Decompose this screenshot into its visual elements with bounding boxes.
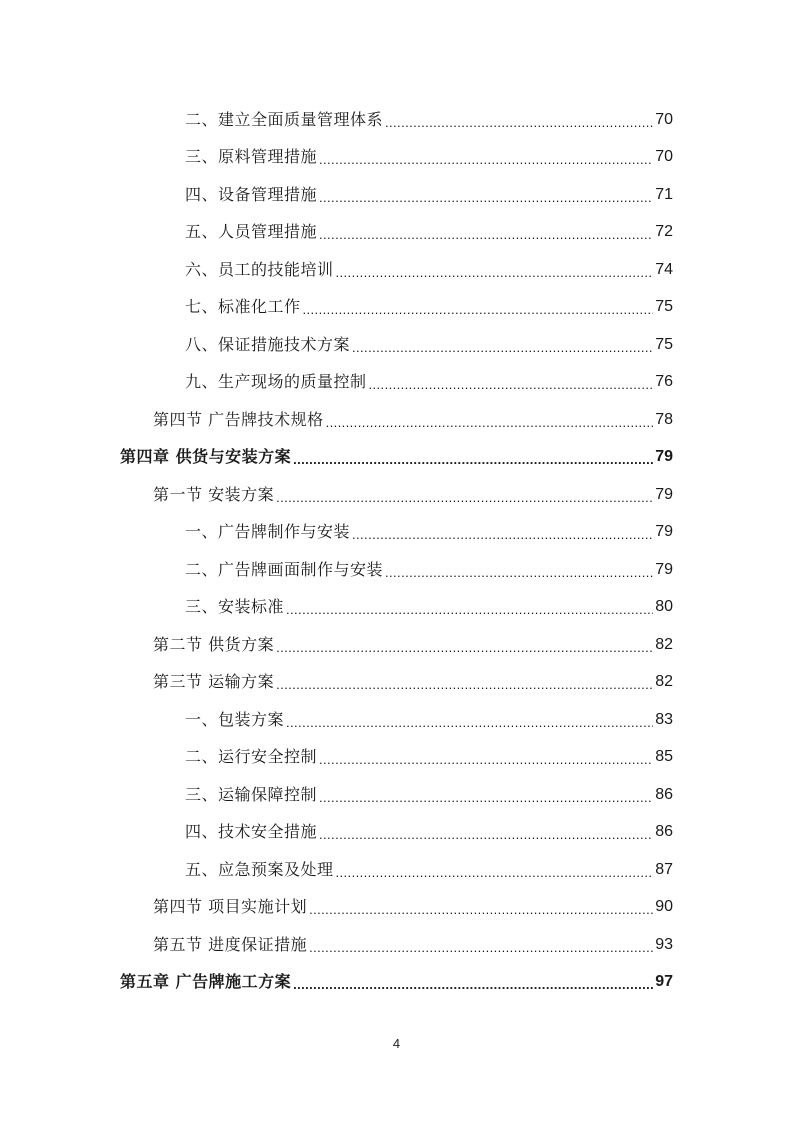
toc-entry-page: 82: [655, 635, 673, 653]
toc-entry[interactable]: [185, 851, 673, 888]
toc-entry-title: 三、安装标准: [185, 597, 285, 616]
toc-entry-page: 79: [655, 485, 673, 503]
toc-entry-page: 85: [655, 748, 673, 765]
toc-entry[interactable]: [185, 776, 673, 813]
toc-entry-page: 87: [655, 860, 673, 878]
toc-entry-title: 四、技术安全措施: [185, 822, 318, 841]
dot-leader: [303, 303, 654, 317]
toc-entry-page: 90: [655, 898, 673, 915]
dot-leader: [293, 453, 653, 467]
toc-entry-title: 二、建立全面质量管理体系: [185, 109, 384, 129]
toc-entry-page: 79: [655, 523, 673, 540]
toc-entry-title: 第四节 广告牌技术规格: [153, 409, 324, 429]
toc-entry-title: 第五章 广告牌施工方案: [120, 972, 292, 991]
toc-entry-title: 七、标准化工作: [185, 297, 301, 316]
toc-entry-page: 79: [655, 560, 673, 578]
toc-entry-title: 第二节 供货方案: [153, 634, 275, 654]
dot-leader: [309, 941, 653, 955]
dot-leader: [352, 341, 653, 355]
toc-entry-title: 六、员工的技能培训: [185, 259, 334, 279]
toc-entry-page: 70: [655, 148, 673, 165]
toc-entry-section[interactable]: [153, 664, 673, 701]
dot-leader: [286, 603, 653, 617]
toc-entry-title: 一、广告牌制作与安装: [185, 522, 351, 541]
toc-entry[interactable]: [185, 176, 673, 213]
toc-entry[interactable]: [185, 589, 673, 626]
toc-entry-page: 79: [655, 448, 673, 465]
page-number: 4: [392, 1036, 401, 1051]
toc-entry[interactable]: [185, 364, 673, 401]
toc-entry-page: 76: [655, 373, 673, 390]
toc-entry-page: 71: [655, 185, 673, 203]
toc-entry-page: 72: [655, 223, 673, 240]
dot-leader: [319, 153, 653, 167]
toc-entry-chapter[interactable]: [120, 964, 673, 1001]
toc-entry-title: 三、原料管理措施: [185, 147, 318, 166]
toc-entry-section[interactable]: [153, 926, 673, 963]
toc-entry-title: 五、应急预案及处理: [185, 859, 334, 879]
toc-entry-title: 一、包装方案: [185, 709, 285, 729]
toc-entry-page: 78: [655, 410, 673, 428]
toc-entry[interactable]: [185, 551, 673, 588]
toc-entry-page: 80: [655, 598, 673, 615]
dot-leader: [326, 416, 654, 430]
dot-leader: [319, 791, 653, 805]
toc-entry-page: 97: [655, 973, 673, 990]
toc-entry-page: 86: [655, 823, 673, 840]
toc-entry-title: 三、运输保障控制: [185, 784, 318, 804]
toc-entry-title: 四、设备管理措施: [185, 184, 318, 204]
toc-entry-page: 93: [655, 935, 673, 953]
toc-entry-section[interactable]: [153, 889, 673, 926]
dot-leader: [286, 716, 653, 730]
toc-entry-title: 第四节 项目实施计划: [153, 897, 308, 916]
toc-entry[interactable]: [185, 739, 673, 776]
dot-leader: [319, 828, 653, 842]
toc-entry[interactable]: [185, 139, 673, 176]
toc-entry[interactable]: [185, 814, 673, 851]
dot-leader: [385, 566, 653, 580]
toc-entry-title: 第三节 运输方案: [153, 672, 275, 691]
toc-entry[interactable]: [185, 701, 673, 738]
dot-leader: [319, 753, 653, 767]
dot-leader: [276, 678, 653, 692]
toc-entry-page: 74: [655, 260, 673, 278]
toc-entry[interactable]: [185, 101, 673, 138]
dot-leader: [319, 228, 653, 242]
toc-entry[interactable]: [185, 326, 673, 363]
dot-leader: [336, 266, 654, 280]
toc-entry[interactable]: [185, 214, 673, 251]
toc-entry-title: 二、运行安全控制: [185, 747, 318, 766]
toc-entry-title: 八、保证措施技术方案: [185, 334, 351, 354]
dot-leader: [352, 528, 653, 542]
toc-entry-title: 第五节 进度保证措施: [153, 934, 308, 954]
toc-entry-chapter[interactable]: [120, 439, 673, 476]
toc-entry-section[interactable]: [153, 476, 673, 513]
dot-leader: [369, 378, 654, 392]
toc-entry[interactable]: [185, 289, 673, 326]
toc-entry-title: 五、人员管理措施: [185, 222, 318, 241]
toc-entry-page: 75: [655, 298, 673, 315]
dot-leader: [385, 116, 653, 130]
dot-leader: [293, 978, 653, 992]
toc-entry-title: 第四章 供货与安装方案: [120, 447, 292, 466]
dot-leader: [276, 491, 653, 505]
toc-entry-page: 86: [655, 785, 673, 803]
toc-entry-page: 75: [655, 335, 673, 353]
toc-entry-title: 九、生产现场的质量控制: [185, 372, 367, 391]
toc-entry-title: 第一节 安装方案: [153, 484, 275, 504]
dot-leader: [309, 903, 653, 917]
toc-entry-section[interactable]: [153, 401, 673, 438]
toc-entry-title: 二、广告牌画面制作与安装: [185, 559, 384, 579]
toc-entry-page: 70: [655, 110, 673, 128]
toc-entry[interactable]: [185, 514, 673, 551]
toc-entry-page: 82: [655, 673, 673, 690]
toc-entry[interactable]: [185, 251, 673, 288]
dot-leader: [319, 191, 653, 205]
toc-entry-section[interactable]: [153, 626, 673, 663]
toc-entry-page: 83: [655, 710, 673, 728]
dot-leader: [336, 866, 654, 880]
dot-leader: [276, 641, 653, 655]
